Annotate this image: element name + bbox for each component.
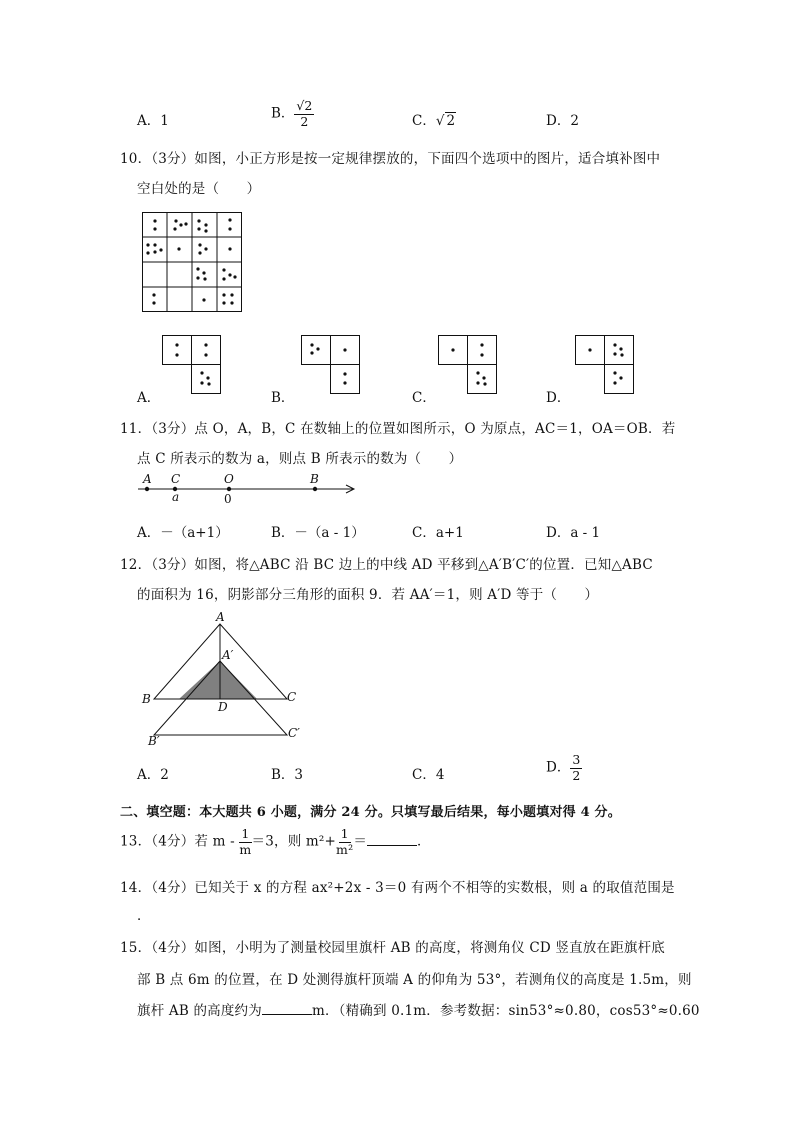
q15-line3-suffix: m．（精确到 0.1m．参考数据：sin53°≈0.80，cos53°≈0.60	[311, 1003, 700, 1019]
q12-option-b: B．3	[271, 767, 304, 783]
q13-f2-num: 1	[340, 826, 349, 841]
q11-label-c: C	[171, 472, 181, 486]
q9-option-a: A．1	[137, 113, 169, 129]
q11-option-b: B．－（a - 1）	[271, 525, 365, 541]
q11-label-o: O	[224, 472, 234, 486]
q11-label-a-value: a	[172, 490, 180, 504]
q9-option-c-prefix: C．	[412, 113, 436, 129]
q15-stem-line1: 15．（4分）如图，小明为了测量校园里旗杆 AB 的高度，将测角仪 CD 竖直放在距旗杆底	[120, 940, 666, 956]
q12-option-d-denominator: 2	[572, 767, 581, 783]
q11-label-zero: 0	[224, 492, 232, 506]
q9-option-c	[412, 109, 456, 129]
q13-f1-den: m	[239, 841, 252, 857]
q11-stem-line2: 点 C 所表示的数为 a，则点 B 所表示的数为（ ）	[137, 451, 463, 467]
q10-option-a-figure	[162, 335, 222, 395]
q10-stem-line1: 10．（3分）如图，小正方形是按一定规律摆放的，下面四个选项中的图片，适合填补图中	[120, 151, 661, 167]
q12-option-d	[546, 754, 582, 782]
q10-option-c-figure	[438, 335, 498, 395]
q14-stem-line1: 14．（4分）已知关于 x 的方程 ax²+2x - 3＝0 有两个不相等的实数根，则 a 的取值范围是	[120, 880, 675, 896]
q11-label-a: A	[143, 472, 152, 486]
q9-option-d: D．2	[546, 113, 579, 129]
q9-option-b-denominator: 2	[300, 113, 309, 129]
q9-option-b-prefix: B．	[271, 105, 295, 122]
q13-suffix-end: ．	[417, 833, 431, 850]
q15-line3-prefix: 旗杆 AB 的高度约为	[137, 1003, 262, 1019]
q15-answer-blank[interactable]	[262, 1002, 312, 1015]
q12-label-a-prime: A′	[222, 648, 234, 662]
section2-title: 二、填空题：本大题共 6 小题，满分 24 分。只填写最后结果，每小题填对得 4 分。	[120, 805, 621, 820]
q11-option-d: D．a - 1	[546, 525, 601, 541]
q11-number-line	[138, 472, 360, 508]
q9-option-b	[271, 100, 314, 128]
q10-option-d-label: D．	[546, 390, 571, 406]
q9-option-c-radical: √	[435, 113, 445, 129]
q11-point-a	[145, 487, 149, 491]
q14-stem-line2: ．	[137, 908, 151, 924]
q9-option-c-radicand: 2	[446, 113, 456, 129]
q12-triangle-figure	[140, 610, 320, 750]
q15-stem-line3	[137, 999, 700, 1019]
q10-option-b-label: B．	[271, 390, 295, 406]
q13-mid: ＝3，则 m²+	[251, 833, 337, 850]
q10-option-b-figure	[301, 335, 361, 395]
q11-option-c: C．a+1	[412, 525, 464, 541]
q13-answer-blank[interactable]	[367, 833, 417, 846]
q10-option-a-label: A．	[137, 390, 161, 406]
q13-prefix: 13．（4分）若 m -	[120, 833, 235, 850]
q13-f1-num: 1	[241, 826, 250, 841]
q11-point-o	[227, 487, 231, 491]
q12-option-d-fraction	[570, 754, 582, 782]
q12-label-c-prime: C′	[288, 726, 300, 740]
q12-option-a: A．2	[137, 767, 169, 783]
q12-label-c: C	[287, 690, 297, 704]
q12-label-a: A	[216, 610, 225, 624]
q12-option-d-prefix: D．	[546, 759, 571, 776]
q12-option-d-numerator: 3	[572, 752, 581, 767]
q9-option-b-fraction	[294, 100, 314, 128]
q10-option-c-label: C．	[412, 390, 436, 406]
q15-stem-line2: 部 B 点 6m 的位置，在 D 处测得旗杆顶端 A 的仰角为 53°，若测角仪的高度是 1.5m，则	[137, 972, 692, 988]
q11-point-b	[313, 487, 317, 491]
q12-label-d: D	[218, 700, 228, 714]
q13-fraction-2	[336, 828, 353, 856]
q11-option-a: A．－（a+1）	[137, 525, 229, 541]
q12-label-b-prime: B′	[148, 734, 160, 748]
q9-option-b-numerator: √2	[296, 98, 313, 113]
q12-label-b: B	[142, 692, 151, 706]
q10-option-d-figure	[575, 335, 635, 395]
q12-option-c: C．4	[412, 767, 445, 783]
q12-stem-line2: 的面积为 16，阴影部分三角形的面积 9．若 AA′＝1，则 A′D 等于（ ）	[137, 587, 599, 603]
q10-dot-grid	[142, 212, 242, 312]
q10-stem-line2: 空白处的是（ ）	[137, 181, 261, 197]
q11-label-b: B	[310, 472, 319, 486]
q12-stem-line1: 12．（3分）如图，将△ABC 沿 BC 边上的中线 AD 平移到△A′B′C′的位置．已知△ABC	[120, 557, 653, 573]
q13-f2-den: m²	[336, 841, 354, 857]
q13-fraction-1	[239, 828, 251, 856]
q13-stem	[120, 828, 431, 856]
q13-suffix-eq: ＝	[353, 833, 368, 850]
q11-stem-line1: 11．（3分）点 O，A，B，C 在数轴上的位置如图所示，O 为原点，AC＝1，OA＝OB．若	[120, 421, 676, 437]
